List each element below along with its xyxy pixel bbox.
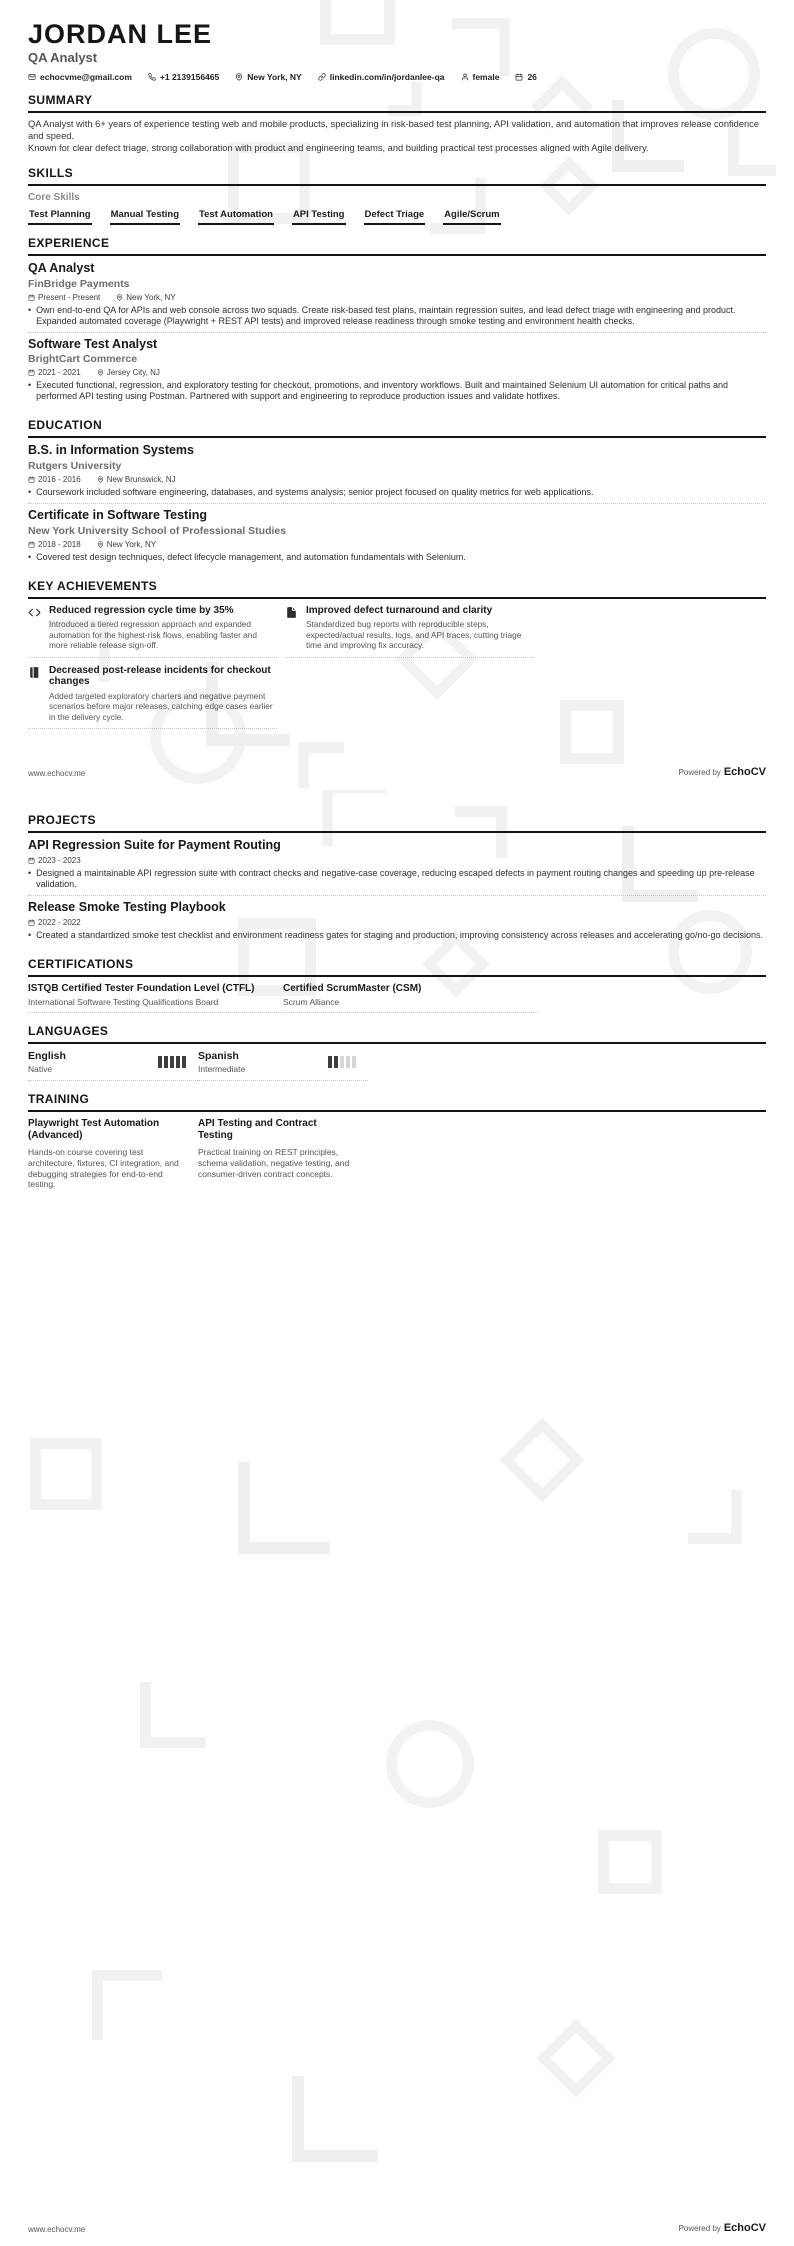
watermark-shape xyxy=(500,1418,585,1503)
experience-entry xyxy=(28,332,766,408)
achievement-description: Introduced a tiered regression approach and expanded automation for the highest-risk flows, enabling faster and more reliable release sign-off. xyxy=(49,619,257,651)
achievement-description: Added targeted exploratory charters and negative payment scenarios before major releases, catching edge cases earlier in the delivery cycle. xyxy=(49,690,273,722)
training-heading: TRAINING xyxy=(28,1093,766,1112)
company-name: BrightCart Commerce xyxy=(28,353,138,366)
achievement-item xyxy=(285,605,534,658)
experience-entry xyxy=(28,262,766,332)
calendar-icon xyxy=(28,541,35,548)
project-entry xyxy=(28,895,766,946)
school-name: Rutgers University xyxy=(28,460,122,473)
achievement-item xyxy=(28,665,277,730)
skill-tag: Test Planning xyxy=(28,209,92,225)
candidate-name: JORDAN LEE xyxy=(28,19,213,49)
certifications-grid xyxy=(28,983,766,1014)
education-meta xyxy=(28,475,766,484)
language-labels xyxy=(198,1050,245,1074)
education-bullets xyxy=(28,552,766,563)
section-skills xyxy=(28,167,766,225)
section-languages xyxy=(28,1025,766,1081)
location-icon xyxy=(97,541,104,548)
job-bullet: • Executed functional, regression, and exploratory testing for checkout, promotions, and inventory workflows. Built and maintained Selenium UI automation for critical paths and performed API testing using Postman. Partnered with support and engineering to reproduce production issues and validate hotfixes. xyxy=(28,380,766,402)
section-education xyxy=(28,419,766,568)
certification-item xyxy=(283,983,538,1014)
project-meta xyxy=(28,918,766,927)
job-location xyxy=(97,368,160,377)
echocv-brand-link[interactable]: EchoCV xyxy=(723,766,766,778)
contact-email[interactable] xyxy=(28,72,132,82)
languages-grid xyxy=(28,1050,766,1081)
language-level-bar xyxy=(170,1056,174,1068)
footer-website-link[interactable]: www.echocv.me xyxy=(28,769,86,778)
project-dates-text: 2023 - 2023 xyxy=(38,855,81,865)
watermark-shape xyxy=(92,1970,162,2040)
achievements-heading: KEY ACHIEVEMENTS xyxy=(28,580,766,599)
summary-paragraph: QA Analyst with 6+ years of experience testing web and mobile products, specializing in risk-based test planning, API validation, and automation that improves release confidence and speed. xyxy=(28,119,759,141)
experience-heading: EXPERIENCE xyxy=(28,237,766,256)
education-bullet: • Coursework included software engineering, databases, and systems analysis; senior project focused on quality metrics for web applications. xyxy=(28,487,766,498)
languages-heading: LANGUAGES xyxy=(28,1025,766,1044)
contact-row xyxy=(28,72,766,82)
contact-email-text: echocvme@gmail.com xyxy=(40,72,132,83)
language-level-bar xyxy=(352,1056,356,1068)
contact-phone xyxy=(148,72,219,82)
location-icon xyxy=(116,294,123,301)
job-title: Software Test Analyst xyxy=(28,336,158,351)
education-dates-text: 2016 - 2016 xyxy=(38,475,81,485)
summary-paragraph: Known for clear defect triage, strong collaboration with product and engineering teams, and building practical test processes aligned with Agile delivery. xyxy=(28,143,649,154)
project-bullet: • Designed a maintainable API regression suite with contract checks and negative-case coverage, reducing escaped defects in payment routing changes and speeding up pre-release validation. xyxy=(28,868,766,890)
powered-by-text: Powered by xyxy=(678,2224,721,2233)
language-level-bar xyxy=(164,1056,168,1068)
certification-title: Certified ScrumMaster (CSM) xyxy=(283,982,422,994)
job-bullets xyxy=(28,380,766,402)
skill-tag: Agile/Scrum xyxy=(443,209,500,225)
education-entry xyxy=(28,503,766,568)
calendar-icon xyxy=(28,476,35,483)
skill-tag: Manual Testing xyxy=(110,209,180,225)
contact-linkedin[interactable] xyxy=(318,72,445,82)
language-level-bar xyxy=(182,1056,186,1068)
resume-page-2 xyxy=(0,790,794,2246)
education-meta xyxy=(28,540,766,549)
certification-issuer: Scrum Alliance xyxy=(283,997,340,1007)
achievement-body xyxy=(49,665,277,723)
resume-header xyxy=(28,20,766,82)
calendar-icon xyxy=(28,294,35,301)
certifications-heading: CERTIFICATIONS xyxy=(28,958,766,977)
job-bullet: • Own end-to-end QA for APIs and web console across two squads. Create risk-based test plans, maintain regression suites, and lead defect triage with engineering and product. Expanded automated coverage (Playwright + REST API tests) and improved release readiness through smoke testing and environment health checks. xyxy=(28,305,766,327)
job-meta xyxy=(28,368,766,377)
education-dates xyxy=(28,540,81,549)
project-title: API Regression Suite for Payment Routing xyxy=(28,838,281,852)
calendar-icon xyxy=(28,369,35,376)
achievements-grid xyxy=(28,605,766,730)
training-item xyxy=(28,1118,198,1190)
education-dates xyxy=(28,475,81,484)
achievement-title: Improved defect turnaround and clarity xyxy=(306,604,493,616)
watermark-shape xyxy=(292,2076,378,2162)
language-item xyxy=(198,1050,368,1081)
education-bullet: • Covered test design techniques, defect lifecycle management, and automation fundamentals with Selenium. xyxy=(28,552,766,563)
section-projects xyxy=(28,814,766,946)
location-icon xyxy=(97,476,104,483)
echocv-brand-link[interactable]: EchoCV xyxy=(723,2222,766,2234)
location-icon xyxy=(97,369,104,376)
job-title: QA Analyst xyxy=(28,260,95,275)
language-level-bars xyxy=(328,1056,356,1068)
language-level-bar xyxy=(158,1056,162,1068)
language-labels xyxy=(28,1050,66,1074)
education-bullets xyxy=(28,487,766,498)
language-name: English xyxy=(28,1050,66,1062)
watermark-shape xyxy=(386,1720,474,1808)
section-summary xyxy=(28,94,766,155)
section-training xyxy=(28,1093,766,1190)
calendar-icon xyxy=(515,73,523,81)
certification-item xyxy=(28,983,283,1014)
watermark-shape xyxy=(688,1490,742,1544)
skill-tag: API Testing xyxy=(292,209,346,225)
project-dates-text: 2022 - 2022 xyxy=(38,917,81,927)
project-dates xyxy=(28,918,81,927)
contact-linkedin-text: linkedin.com/in/jordanlee-qa xyxy=(329,72,445,83)
watermark-shape xyxy=(298,742,344,788)
education-dates-text: 2018 - 2018 xyxy=(38,539,81,549)
section-experience xyxy=(28,237,766,408)
section-key-achievements xyxy=(28,580,766,730)
skill-tag: Test Automation xyxy=(198,209,274,225)
job-location-text: Jersey City, NJ xyxy=(106,368,160,378)
project-title: Release Smoke Testing Playbook xyxy=(28,899,226,914)
footer-powered-by xyxy=(679,2222,766,2234)
job-location-text: New York, NY xyxy=(126,292,176,302)
job-dates xyxy=(28,293,100,302)
language-level-bar xyxy=(346,1056,350,1068)
skills-group-label: Core Skills xyxy=(28,191,80,203)
project-meta xyxy=(28,856,766,865)
resume-page-1 xyxy=(0,0,794,790)
contact-phone-text: +1 2139156465 xyxy=(159,72,220,83)
language-level-bar xyxy=(328,1056,332,1068)
job-bullets xyxy=(28,305,766,327)
language-level-bar xyxy=(334,1056,338,1068)
footer-website-link[interactable]: www.echocv.me xyxy=(28,2225,86,2234)
job-meta xyxy=(28,293,766,302)
training-description: Practical training on REST principles, schema validation, negative testing, and consumer-driven contract concepts. xyxy=(198,1147,350,1179)
mail-icon xyxy=(28,73,36,81)
achievement-body xyxy=(306,605,534,651)
degree-title: Certificate in Software Testing xyxy=(28,508,207,523)
project-dates xyxy=(28,856,81,865)
training-title: API Testing and Contract Testing xyxy=(198,1118,317,1141)
education-heading: EDUCATION xyxy=(28,419,766,438)
job-dates-text: 2021 - 2021 xyxy=(38,368,81,378)
education-location-text: New Brunswick, NJ xyxy=(106,475,176,485)
project-bullets xyxy=(28,868,766,890)
job-location xyxy=(116,293,175,302)
job-dates xyxy=(28,368,81,377)
page-footer xyxy=(28,766,766,778)
skills-heading: SKILLS xyxy=(28,167,766,186)
calendar-icon xyxy=(28,919,35,926)
achievement-description: Standardized bug reports with reproducible steps, expected/actual results, logs, and API traces, cutting triage time and improving fix accuracy. xyxy=(306,619,522,651)
summary-heading: SUMMARY xyxy=(28,94,766,113)
contact-gender-text: female xyxy=(472,72,500,83)
language-level: Intermediate xyxy=(198,1064,246,1074)
contact-age xyxy=(515,72,536,82)
skill-tags xyxy=(28,209,766,225)
language-level-bar xyxy=(176,1056,180,1068)
job-dates-text: Present - Present xyxy=(38,292,101,302)
education-entry xyxy=(28,444,766,503)
language-level: Native xyxy=(28,1064,53,1074)
language-level-bars xyxy=(158,1056,186,1068)
code-icon xyxy=(28,605,41,651)
section-certifications xyxy=(28,958,766,1014)
language-item xyxy=(28,1050,198,1081)
school-name: New York University School of Professional Studies xyxy=(28,524,287,537)
projects-heading: PROJECTS xyxy=(28,814,766,833)
achievement-title: Decreased post-release incidents for checkout changes xyxy=(49,664,271,688)
language-name: Spanish xyxy=(198,1050,239,1062)
contact-age-text: 26 xyxy=(527,72,537,83)
link-icon xyxy=(318,73,326,81)
achievement-body xyxy=(49,605,277,651)
footer-powered-by xyxy=(679,766,766,778)
skill-tag: Defect Triage xyxy=(364,209,426,225)
education-location-text: New York, NY xyxy=(106,539,157,549)
contact-gender xyxy=(461,72,500,82)
project-entry xyxy=(28,839,766,895)
degree-title: B.S. in Information Systems xyxy=(28,443,195,458)
watermark-shape xyxy=(598,1830,662,1894)
project-bullets xyxy=(28,930,766,941)
powered-by-text: Powered by xyxy=(678,768,721,777)
certification-issuer: International Software Testing Qualifications Board xyxy=(28,997,219,1007)
person-icon xyxy=(461,73,469,81)
book-icon xyxy=(28,665,41,723)
training-grid xyxy=(28,1118,766,1190)
project-bullet: • Created a standardized smoke test checklist and environment readiness gates for staging and production, improving consistency across releases and accelerating go/no-go decisions. xyxy=(28,930,766,941)
contact-location xyxy=(235,72,301,82)
file-text-icon xyxy=(285,605,298,651)
watermark-shape xyxy=(140,1682,206,1748)
achievement-item xyxy=(28,605,277,658)
contact-location-text: New York, NY xyxy=(247,72,302,83)
watermark-shape xyxy=(30,1438,102,1510)
company-name: FinBridge Payments xyxy=(28,277,130,290)
calendar-icon xyxy=(28,857,35,864)
watermark-shape xyxy=(536,2018,615,2097)
certification-title: ISTQB Certified Tester Foundation Level (CTFL) xyxy=(28,982,255,994)
location-icon xyxy=(235,73,243,81)
language-level-bar xyxy=(340,1056,344,1068)
candidate-title: QA Analyst xyxy=(28,50,98,66)
education-location xyxy=(97,540,156,549)
education-location xyxy=(97,475,176,484)
page-footer xyxy=(28,2222,766,2234)
training-description: Hands-on course covering test architecture, fixtures, CI integration, and debugging strategies for end-to-end testing. xyxy=(28,1147,179,1190)
training-title: Playwright Test Automation (Advanced) xyxy=(28,1118,160,1141)
achievement-title: Reduced regression cycle time by 35% xyxy=(49,604,234,616)
phone-icon xyxy=(148,73,156,81)
training-item xyxy=(198,1118,368,1190)
watermark-shape xyxy=(238,1462,330,1554)
